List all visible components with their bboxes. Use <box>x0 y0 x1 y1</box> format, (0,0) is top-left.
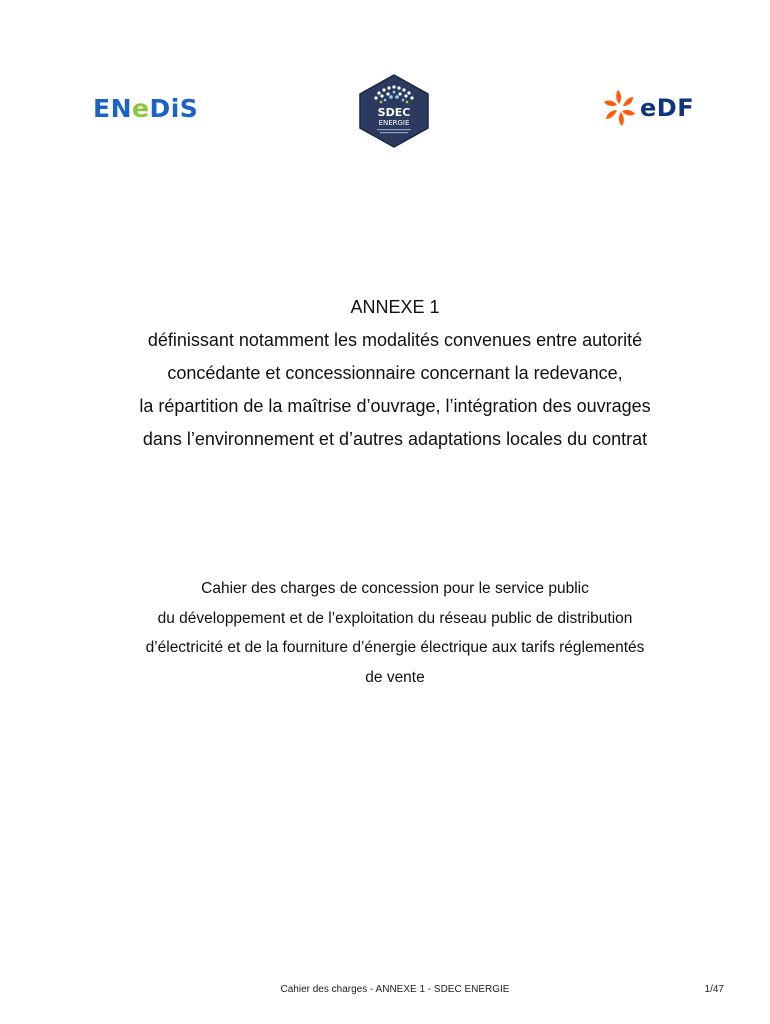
annex-title: ANNEXE 1 <box>350 297 440 317</box>
enedis-logo-part-c: DiS <box>149 94 199 123</box>
enedis-logo <box>93 94 199 124</box>
cahier-line-1: Cahier des charges de concession pour le service public <box>201 580 589 597</box>
sdec-logo-line2: ENERGIE <box>378 119 410 127</box>
edf-logo-flower-icon <box>600 88 640 128</box>
annex-line-3: la répartition de la maîtrise d’ouvrage, l’intégration des ouvrages <box>139 396 651 416</box>
sdec-energie-logo-badge <box>357 73 431 149</box>
annex-line-4: dans l’environnement et d’autres adaptations locales du contrat <box>142 429 648 449</box>
enedis-logo-part-a: EN <box>93 94 133 123</box>
annex-heading <box>60 291 730 456</box>
enedis-logo-wordmark <box>93 94 199 124</box>
page-number: 1/47 <box>704 984 724 995</box>
sdec-energie-logo <box>357 73 431 149</box>
annex-line-2: concédante et concessionnaire concernant la redevance, <box>167 363 623 383</box>
cahier-line-2: du développement et de l’exploitation du réseau public de distribution <box>157 609 633 627</box>
edf-logo <box>600 86 700 130</box>
sdec-logo-line1: SDEC <box>377 106 411 119</box>
cahier-line-3: d’électricité et de la fourniture d’énergie électrique aux tarifs réglementés <box>145 639 645 656</box>
cahier-subtitle <box>60 574 730 692</box>
enedis-logo-part-b: e <box>132 94 150 123</box>
footer-text: Cahier des charges - ANNEXE 1 - SDEC ENERGIE <box>280 984 510 995</box>
cahier-line-4: de vente <box>365 668 425 686</box>
edf-logo-wordmark: eDF <box>640 94 695 122</box>
annex-line-1: définissant notamment les modalités convenues entre autorité <box>147 330 643 350</box>
